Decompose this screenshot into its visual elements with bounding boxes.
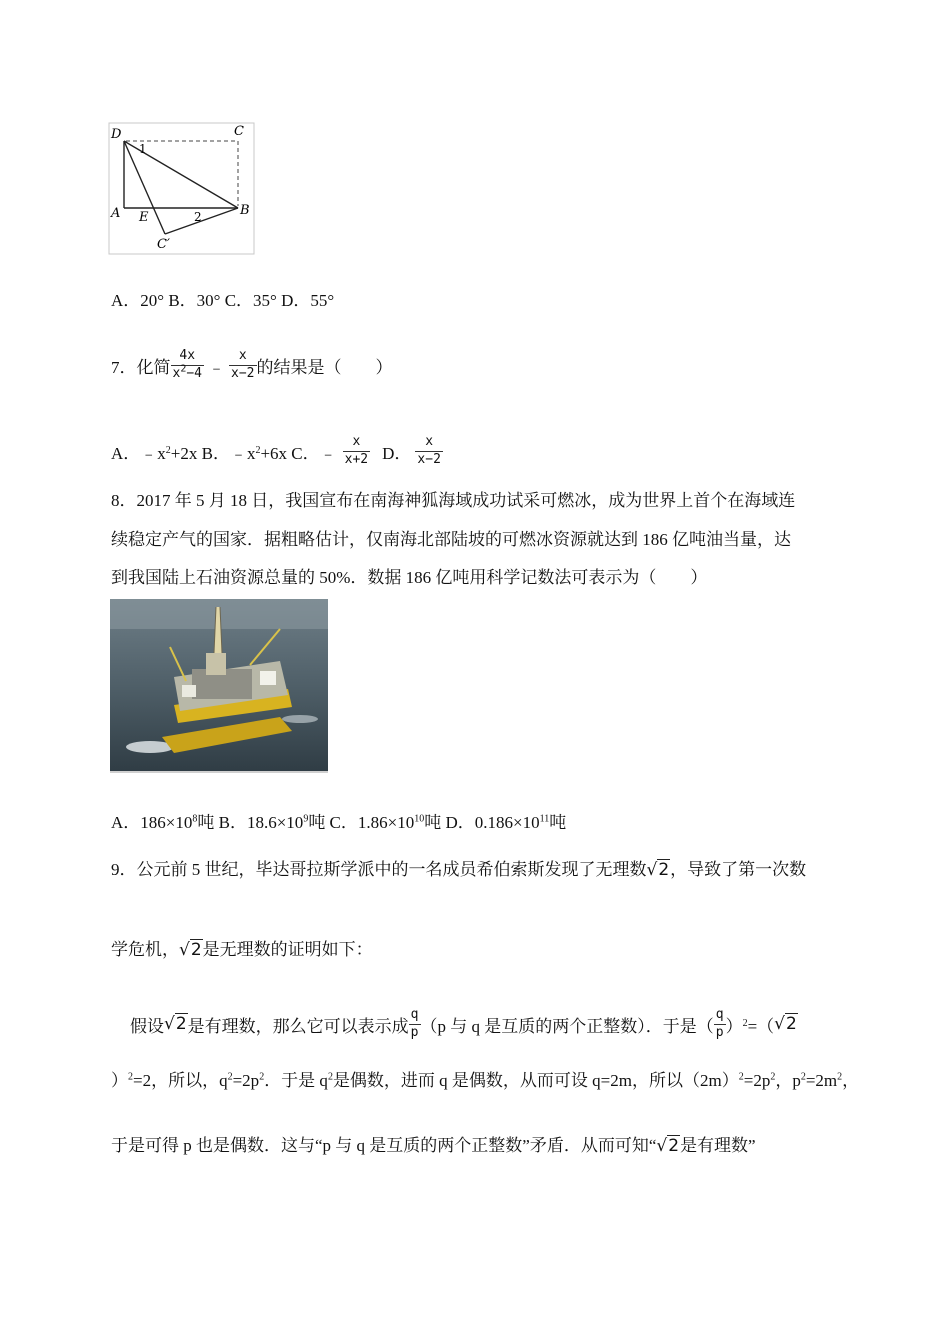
proof-2-exp7: 2 (800, 1071, 806, 1083)
q7-option-c-fraction (343, 434, 370, 468)
label-c-prime: C′ (157, 237, 170, 252)
proof-2e: 是偶数，进而 q 是偶数，从而可设 q=2m，所以（2m） (332, 1071, 739, 1090)
q8-option-a-exp: 8 (192, 813, 198, 825)
q7-frac1-numerator: 4x (171, 348, 205, 365)
sqrt-2: √2 (774, 1014, 797, 1034)
proof-2i: ， (842, 1071, 860, 1090)
q7-option-b: +2x B．﹣x (170, 443, 256, 463)
q9-line-1 (111, 855, 806, 880)
q7-prefix: 7．化简 (111, 357, 171, 377)
q7-suffix: 的结果是（ ） (256, 357, 393, 377)
q7-frac2-denominator: x−2 (231, 365, 255, 381)
q8-line-3: 到我国陆上石油资源总量的 50%．数据 186 亿吨用科学记数法可表示为（ ） (111, 568, 708, 587)
label-b: B (240, 203, 250, 218)
q8-option-a: A．186×10 (111, 813, 193, 832)
q7-fraction-1 (171, 348, 205, 382)
proof-2c: =2p (232, 1071, 260, 1090)
q7-frac1-den-rest: −4 (186, 365, 203, 381)
label-angle-2: 2 (194, 210, 202, 224)
q6-options: A．20° B．30° C．35° D．55° (111, 291, 335, 310)
proof-2-exp2: 2 (227, 1071, 233, 1083)
q7-option-d-denominator: x−2 (417, 451, 441, 467)
proof-2h: =2m (805, 1071, 838, 1090)
q-over-p-fraction-2 (714, 1007, 726, 1041)
q-over-p-fraction (409, 1007, 421, 1041)
q7-stem (111, 340, 393, 390)
q7-option-d: D． (382, 443, 412, 463)
proof-2f: =2p (743, 1071, 771, 1090)
proof-2-exp6: 2 (770, 1071, 776, 1083)
q7-options: A．﹣x 2 +2x B．﹣x 2 +6x C．﹣ $\frac{x}{x+2}$ D． $\frac{x}{x-2}$ (111, 434, 441, 467)
proof-1f: =（ (747, 1016, 775, 1036)
sqrt-radicand: 2 (786, 1014, 797, 1034)
q7-option-c-numerator: x (343, 434, 370, 451)
label-angle-1: 1 (139, 142, 147, 156)
q8-line-1: 8．2017 年 5 月 18 日，我国宣布在南海神狐海域成功试采可燃冰，成为世界上首个在海域连 (111, 491, 796, 510)
fraction-q: q (714, 1007, 726, 1024)
label-e: E (139, 210, 149, 225)
q8-option-end: 吨 (549, 813, 567, 832)
sqrt-radicand: 2 (175, 1014, 187, 1034)
geometry-figure (108, 122, 256, 256)
q7-frac1-denominator (171, 363, 205, 382)
q8-option-d-exp: 11 (539, 813, 550, 825)
oil-platform-illustration (110, 599, 328, 773)
q8-option-b-exp: 9 (303, 813, 309, 825)
proof-2-exp5: 2 (738, 1071, 744, 1083)
q9-line-1-text-end: ，导致了第一次数 (670, 860, 807, 879)
sqrt-2: √2 (179, 940, 202, 960)
q7-frac2-numerator: x (229, 348, 256, 365)
proof-2g: ，p (775, 1071, 801, 1090)
q7-fraction-2 (229, 348, 256, 382)
proof-1d: ） (725, 1016, 743, 1036)
proof-2-exp4: 2 (327, 1071, 333, 1083)
sqrt-2: √2 (656, 1136, 680, 1156)
fraction-p: p (715, 1024, 724, 1040)
q9-line-1-text: 9．公元前 5 世纪，毕达哥拉斯学派中的一名成员希伯索斯发现了无理数 (111, 860, 647, 879)
q9-line-2 (111, 935, 373, 960)
q9-proof-line-2 (111, 1066, 859, 1091)
sqrt-radicand: 2 (190, 940, 202, 960)
q7-option-c: +6x C．﹣ (260, 443, 337, 463)
q9-proof-line-3 (111, 1131, 756, 1156)
q9-line-2-text: 学危机， (111, 940, 179, 959)
q9-proof-line-1: 假设 √2 是有理数，那么它可以表示成 $\frac{q}{p}$ （p 与 q 是互质的两个正整数）．于是（ $\frac{q}{p}$ ） 2 =（ √2 (130, 1007, 797, 1040)
sqrt-radicand: 2 (658, 860, 670, 880)
q7-option-c-denominator: x+2 (344, 451, 369, 467)
proof-1c: （p 与 q 是互质的两个正整数）．于是（ (420, 1016, 714, 1036)
proof-1a: 假设 (130, 1016, 164, 1036)
label-c: C (234, 124, 244, 139)
proof-2d: ．于是 q (264, 1071, 328, 1090)
sqrt-2: √2 (646, 860, 670, 880)
geometry-figure-svg (108, 122, 256, 256)
proof-3a: 于是可得 p 也是偶数．这与“p 与 q 是互质的两个正整数”矛盾．从而可知“ (111, 1136, 657, 1155)
q8-options (111, 808, 566, 833)
label-d: D (111, 127, 122, 142)
q8-option-b: 吨 B．18.6×10 (197, 813, 304, 832)
fraction-p: p (410, 1024, 419, 1040)
q7-option-d-fraction (415, 434, 442, 468)
q8-option-c: 吨 C．1.86×10 (308, 813, 415, 832)
sqrt-radicand: 2 (668, 1136, 680, 1156)
q8-option-d: 吨 D．0.186×10 (424, 813, 540, 832)
proof-3b: 是有理数” (680, 1136, 756, 1155)
q8-line-2: 续稳定产气的国家．据粗略估计，仅南海北部陆坡的可燃冰资源就达到 186 亿吨油当量，达 (111, 530, 791, 549)
q9-line-2-text-end: 是无理数的证明如下： (202, 940, 373, 959)
proof-2a: ） (111, 1071, 128, 1090)
label-a: A (111, 206, 121, 221)
q7-frac1-den-exp: 2 (180, 363, 187, 375)
proof-2b: =2，所以，q (133, 1071, 228, 1090)
oil-platform-photo (110, 599, 328, 773)
fraction-q: q (409, 1007, 421, 1024)
q7-option-a: A．﹣x (111, 443, 166, 463)
proof-2-exp8: 2 (837, 1071, 843, 1083)
q7-minus: ﹣ (208, 357, 226, 377)
q7-option-d-numerator: x (415, 434, 442, 451)
q8-option-c-exp: 10 (414, 813, 425, 825)
proof-1b: 是有理数，那么它可以表示成 (187, 1016, 409, 1036)
proof-2-exp1: 2 (128, 1071, 133, 1083)
q7-frac1-den-base: x (172, 365, 181, 381)
proof-2-exp3: 2 (259, 1071, 265, 1083)
sqrt-2: √2 (164, 1014, 187, 1034)
